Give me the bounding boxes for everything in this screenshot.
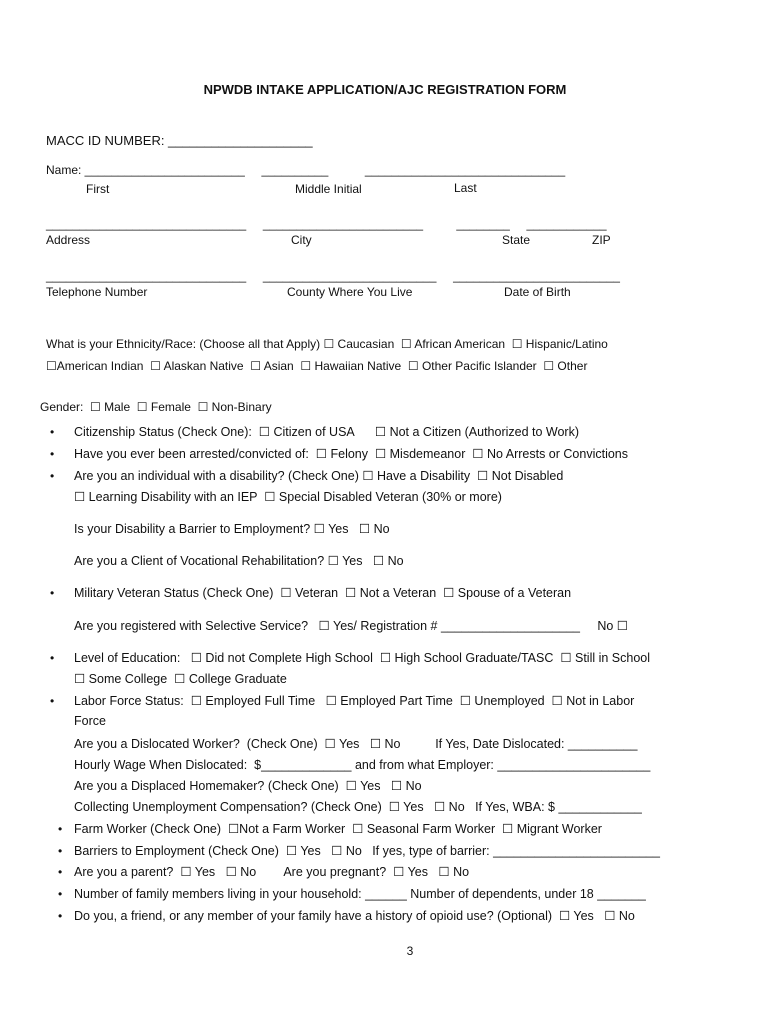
dob-label: Date of Birth xyxy=(504,285,571,299)
opioid-options[interactable]: Do you, a friend, or any member of your family have a history of opioid use? (Optional) ☐ Yes ☐ No xyxy=(74,909,635,923)
unemployment-options[interactable]: Collecting Unemployment Compensation? (Check One) ☐ Yes ☐ No If Yes, WBA: $ ____________ xyxy=(74,800,642,814)
bullet-icon: • xyxy=(50,447,55,461)
disability-options-2[interactable]: ☐ Learning Disability with an IEP ☐ Special Disabled Veteran (30% or more) xyxy=(74,490,502,504)
bullet-icon: • xyxy=(50,694,55,708)
selective-service-options[interactable]: Are you registered with Selective Service? ☐ Yes/ Registration # ____________________ No ☐ xyxy=(74,619,629,633)
disability-barrier-options[interactable]: Is your Disability a Barrier to Employment? ☐ Yes ☐ No xyxy=(74,522,390,536)
county-label: County Where You Live xyxy=(287,285,413,299)
name-field-line[interactable]: Name: ________________________ __________ ______________________________ xyxy=(46,163,566,177)
name-middle-label: Middle Initial xyxy=(295,182,362,196)
name-first-label: First xyxy=(86,182,110,196)
veteran-options[interactable]: Military Veteran Status (Check One) ☐ Veteran ☐ Not a Veteran ☐ Spouse of a Veteran xyxy=(74,586,572,600)
bullet-icon: • xyxy=(58,909,63,923)
ethnicity-options-1[interactable]: What is your Ethnicity/Race: (Choose all that Apply) ☐ Caucasian ☐ African American ☐ Hispanic/Latino xyxy=(46,337,608,351)
arrested-options[interactable]: Have you ever been arrested/convicted of: ☐ Felony ☐ Misdemeanor ☐ No Arrests or Convictions xyxy=(74,447,628,461)
barriers-options[interactable]: Barriers to Employment (Check One) ☐ Yes ☐ No If yes, type of barrier: ________________________ xyxy=(74,844,660,858)
education-options-2[interactable]: ☐ Some College ☐ College Graduate xyxy=(74,672,287,686)
telephone-field-line[interactable]: ______________________________ __________________________ _________________________ xyxy=(46,269,620,283)
form-title: NPWDB INTAKE APPLICATION/AJC REGISTRATION FORM xyxy=(203,82,567,97)
macc-id-field[interactable]: MACC ID NUMBER: ____________________ xyxy=(46,133,313,148)
name-last-label: Last xyxy=(454,181,477,195)
labor-force-options[interactable]: Labor Force Status: ☐ Employed Full Time ☐ Employed Part Time ☐ Unemployed ☐ Not in Labor xyxy=(74,694,635,708)
citizenship-options[interactable]: Citizenship Status (Check One): ☐ Citizen of USA ☐ Not a Citizen (Authorized to Work) xyxy=(74,425,580,439)
homemaker-options[interactable]: Are you a Displaced Homemaker? (Check One) ☐ Yes ☐ No xyxy=(74,779,422,793)
bullet-icon: • xyxy=(58,822,63,836)
page-number: 3 xyxy=(406,944,414,958)
bullet-icon: • xyxy=(50,469,55,483)
bullet-icon: • xyxy=(50,651,55,665)
bullet-icon: • xyxy=(50,586,55,600)
dislocated-wage-field[interactable]: Hourly Wage When Dislocated: $_____________ and from what Employer: ______________________ xyxy=(74,758,651,772)
voc-rehab-options[interactable]: Are you a Client of Vocational Rehabilitation? ☐ Yes ☐ No xyxy=(74,554,404,568)
state-label: State xyxy=(502,233,531,247)
farm-worker-options[interactable]: Farm Worker (Check One) ☐Not a Farm Worker ☐ Seasonal Farm Worker ☐ Migrant Worker xyxy=(74,822,602,836)
parent-pregnant-options[interactable]: Are you a parent? ☐ Yes ☐ No Are you pregnant? ☐ Yes ☐ No xyxy=(74,865,470,879)
zip-label: ZIP xyxy=(592,233,611,247)
city-label: City xyxy=(291,233,312,247)
gender-options[interactable]: Gender: ☐ Male ☐ Female ☐ Non-Binary xyxy=(40,400,272,414)
dislocated-worker-options[interactable]: Are you a Dislocated Worker? (Check One) ☐ Yes ☐ No If Yes, Date Dislocated: __________ xyxy=(74,737,638,751)
bullet-icon: • xyxy=(58,865,63,879)
labor-force-options-2: Force xyxy=(74,714,106,728)
address-field-line[interactable]: ______________________________ ________________________ ________ ____________ xyxy=(46,217,607,231)
ethnicity-options-2[interactable]: ☐American Indian ☐ Alaskan Native ☐ Asian ☐ Hawaiian Native ☐ Other Pacific Islander ☐ Other xyxy=(46,359,588,373)
bullet-icon: • xyxy=(50,425,55,439)
education-options[interactable]: Level of Education: ☐ Did not Complete High School ☐ High School Graduate/TASC ☐ Still in School xyxy=(74,651,651,665)
address-label: Address xyxy=(46,233,91,247)
bullet-icon: • xyxy=(58,844,63,858)
family-members-field[interactable]: Number of family members living in your household: ______ Number of dependents, under 18 _______ xyxy=(74,887,646,901)
telephone-label: Telephone Number xyxy=(46,285,148,299)
bullet-icon: • xyxy=(58,887,63,901)
disability-options[interactable]: Are you an individual with a disability? (Check One) ☐ Have a Disability ☐ Not Disabled xyxy=(74,469,564,483)
